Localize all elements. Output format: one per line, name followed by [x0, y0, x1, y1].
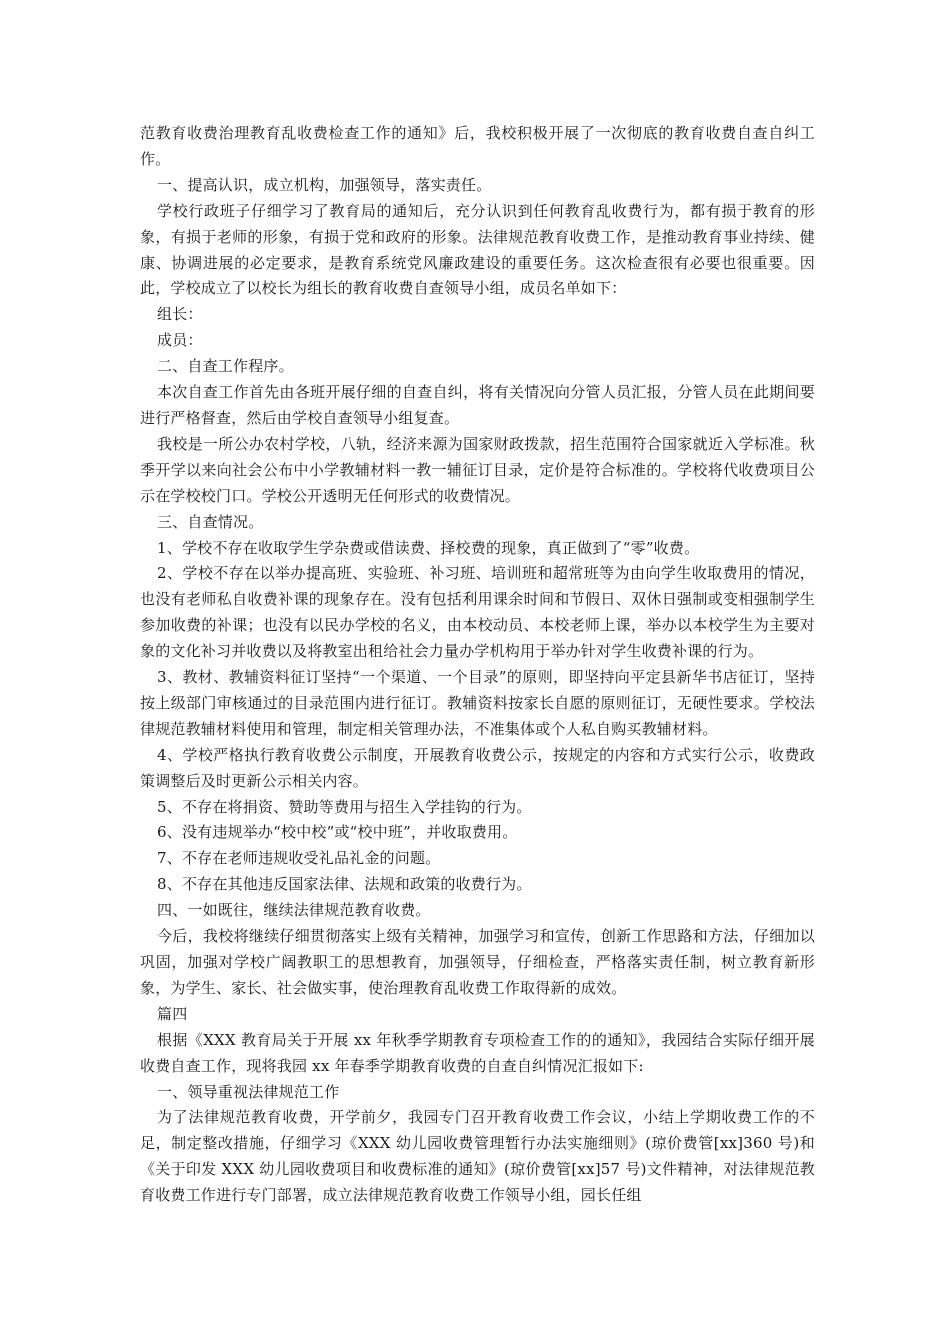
paragraph-school-info: 我校是一所公办农村学校，八轨，经济来源为国家财政拨款，招生范围符合国家就近入学标准。秋季开学以来向社会公布中小学教辅材料一教一辅征订目录，定价是符合标准的。学校将代收费项目公示在学校校门口。学校公开透明无任何形式的收费情况。 [140, 434, 815, 505]
list-item-2: 2、学校不存在以举办提高班、实验班、补习班、培训班和超常班等为由向学生收取费用的情况，也没有老师私自收费补课的现象存在。没有包括利用课余时间和节假日、双休日强制或变相强制学生参加收费的补课；也没有以民办学校的名义，由本校动员、本校老师上课，举办以本校学生为主要对象的文化补习并收费以及将教室出租给社会力量办学机构用于举办针对学生收费补课的行为。 [140, 564, 815, 661]
heading-section-4: 四、一如既往，继续法律规范教育收费。 [157, 901, 431, 920]
heading-section-2: 二、自查工作程序。 [157, 357, 294, 376]
paragraph-future: 今后，我校将继续仔细贯彻落实上级有关精神，加强学习和宣传，创新工作思路和方法，仔细加以巩固，加强对学校广阔教职工的思想教育，加强领导，仔细检查，严格落实责任制，树立教育新形象，为学生、家长、社会做实事，使治理教育乱收费工作取得新的成效。 [140, 927, 815, 997]
paragraph-report-intro: 根据《XXX 教育局关于开展 xx 年秋季学期教育专项检查工作的的通知》，我园结合实际仔细开展收费自查工作，现将我园 xx 年春季学期教育收费的自查自纠情况汇报如下: [140, 1030, 815, 1075]
paragraph-leader: 组长： [157, 305, 203, 324]
section-title-part-4: 篇四 [157, 1004, 188, 1023]
paragraph-intro: 范教育收费治理教育乱收费检查工作的通知》后，我校积极开展了一次彻底的教育收费自查自纠工作。 [140, 124, 815, 168]
list-item-6: 6、没有违规举办“校中校”或“校中班”，并收取费用。 [157, 823, 518, 842]
heading-section-1: 一、提高认识，成立机构，加强领导，落实责任。 [157, 175, 492, 194]
paragraph-study: 学校行政班子仔细学习了教育局的通知后，充分认识到任何教育乱收费行为，都有损于教育的形象，有损于老师的形象，有损于党和政府的形象。法律规范教育收费工作，是推动教育事业持续、健康、协调进展的必定要求，是教育系统党风廉政建设的重要任务。这次检查很有必要也很重要。因此，学校成立了以校长为组长的教育收费自查领导小组，成员名单如下： [140, 201, 815, 298]
list-item-3: 3、教材、教辅资料征订坚持“一个渠道、一个目录”的原则，即坚持向平定县新华书店征订，坚持按上级部门审核通过的目录范围内进行征订。教辅资料按家长自愿的原则征订，无硬性要求。学校法律规范教辅材料使用和管理，制定相关管理办法，不准集体或个人私自购买教辅材料。 [140, 668, 815, 738]
list-item-7: 7、不存在老师违规收受礼品礼金的问题。 [157, 849, 441, 868]
heading-section-3: 三、自查情况。 [157, 512, 264, 531]
list-item-8: 8、不存在其他违反国家法律、法规和政策的收费行为。 [157, 875, 532, 894]
list-item-4: 4、学校严格执行教育收费公示制度，开展教育收费公示，按规定的内容和方式实行公示，收费政策调整后及时更新公示相关内容。 [140, 745, 815, 790]
list-item-5: 5、不存在将捐资、赞助等费用与招生入学挂钩的行为。 [157, 797, 532, 816]
paragraph-meeting: 为了法律规范教育收费，开学前夕，我园专门召开教育收费工作会议，小结上学期收费工作的不足，制定整改措施，仔细学习《XXX 幼儿园收费管理暂行办法实施细则》(琼价费管[xx]360 号)和《关于印发 XXX 幼儿园收费项目和收费标准的通知》(琼价费管[xx]57 号)文件精神，对法律规范教育收费工作进行专门部署，成立法律规范教育收费工作领导小组，园长任组 [140, 1108, 815, 1205]
paragraph-members: 成员： [157, 331, 203, 350]
list-item-1: 1、学校不存在收取学生学杂费或借读费、择校费的现象，真正做到了“零”收费。 [157, 538, 700, 557]
document-page [140, 121, 815, 1209]
paragraph-procedure: 本次自查工作首先由各班开展仔细的自查自纠，将有关情况向分管人员汇报，分管人员在此期间要进行严格督查，然后由学校自查领导小组复查。 [140, 383, 815, 427]
heading-leadership: 一、领导重视法律规范工作 [157, 1082, 340, 1101]
